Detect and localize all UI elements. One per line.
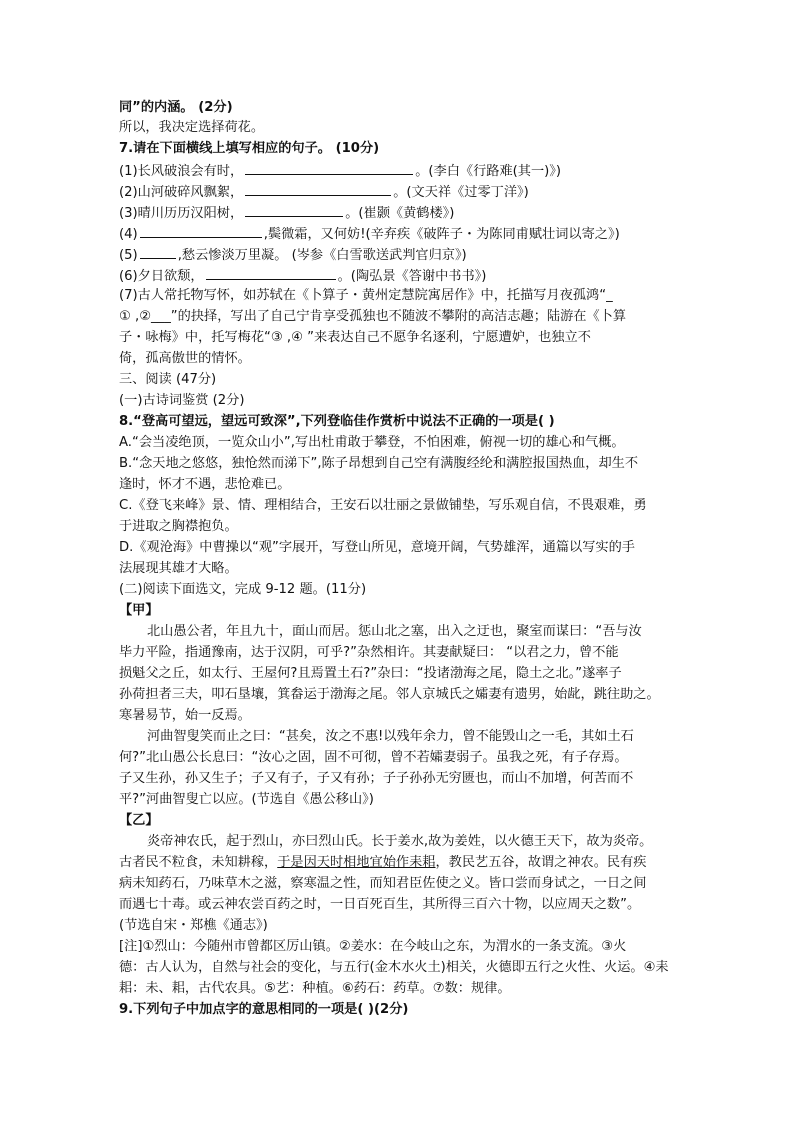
passage-yi-text: ，教民艺五谷，故谓之神农。民有疾: [435, 855, 647, 870]
passage-yi-source: (节选自宋・郑樵《通志》): [119, 918, 268, 933]
passage-jia-line: 何?”北山愚公长息曰：“汝心之固，固不可彻，曾不若孀妻弱子。虽我之死，有子存焉。: [119, 750, 628, 765]
passage-jia-line: 孙荷担者三夫，叩石垦壤，箕畚运于渤海之尾。邻人京城氏之孀妻有遗男，始龀，跳往助之。: [119, 687, 660, 702]
option-c-line2: 于进取之胸襟抱负。: [119, 519, 238, 534]
fill-item-3: [119, 202, 454, 224]
option-d-line1: D.《观沧海》中曹操以“观”字展开，写登山所见，意境开阔，气势雄浑，通篇以写实的手: [119, 540, 635, 555]
fill-blank-3[interactable]: [245, 202, 343, 217]
passage-jia-line: 北山愚公者，年且九十，面山而居。惩山北之塞，出入之迂也，聚室而谋曰：“吾与汝: [147, 624, 642, 639]
passage-jia-label: 【甲】: [119, 603, 159, 618]
fill-item-7-line1: (7)古人常托物写怀，如苏轼在《卜算子・黄州定慧院寓居作》中，托描写月夜孤鸿“_: [119, 288, 613, 303]
passage-jia-line: 河曲智叟笑而止之曰：“甚矣，汝之不惠!以残年余力，曾不能毁山之一毛，其如土石: [147, 729, 634, 744]
fill-item-4: [119, 223, 620, 245]
fill-blank-1[interactable]: [245, 160, 413, 175]
option-d-line2: 法展现其雄才大略。: [119, 561, 238, 576]
answer-line: 所以，我决定选择荷花。: [119, 120, 265, 135]
fill-item-7-line3: 子・咏梅》中，托写梅花“③ ,④ ”来表达自己不愿争名逐利，宁愿遭妒，也独立不: [119, 330, 591, 345]
fill-item-1-suffix: 。(李白《行路难(其一)》): [415, 164, 562, 179]
subsection-2-title: (二)阅读下面选文，完成 9-12 题。(11分): [119, 582, 367, 597]
passage-yi-label: 【乙】: [119, 813, 159, 828]
passage-jia-line: 平?”河曲智叟亡以应。(节选自《愚公移山》): [119, 792, 374, 807]
passage-jia-line: 损魁父之丘，如太行、王屋何?且焉置土石?”杂曰：“投诸渤海之尾，隐土之北。”遂率子: [119, 666, 622, 681]
passage-yi-text: 古者民不粒食，未知耕稼，: [119, 855, 278, 870]
fill-blank-2[interactable]: [245, 181, 391, 196]
fill-item-7-line4: 倚，孤高傲世的情怀。: [119, 351, 251, 366]
fill-blank-4[interactable]: [140, 223, 262, 238]
fill-blank-6[interactable]: [206, 265, 336, 280]
fill-item-1: [119, 160, 561, 182]
section-3-title: 三、阅读 (47分): [119, 372, 217, 387]
passage-jia-line: 子又生孙，孙又生子；子又有子，子又有孙；子子孙孙无穷匮也，而山不加增，何苦而不: [119, 771, 634, 786]
fill-item-6-suffix: 。(陶弘景《答谢中书书》): [337, 269, 487, 284]
fill-item-4-suffix: ,鬓微霜，又何妨!(辛弃疾《破阵子・为陈同甫赋壮词以寄之》): [263, 227, 620, 242]
passage-jia-line: 寒暑易节，始一反焉。: [119, 708, 251, 723]
passage-yi-line: 炎帝神农氏，起于烈山，亦曰烈山氏。长于姜水,故为姜姓，以火德王天下，故为炎帝。: [147, 834, 653, 849]
passage-yi-line: 病未知药石，乃味草木之滋，察寒温之性，而知君臣佐使之义。皆口尝而身试之，一日之间: [119, 876, 647, 891]
option-c-line1: C.《登飞来峰》景、情、理相结合，王安石以壮丽之景做铺垫，写乐观自信，不畏艰难，勇: [119, 498, 647, 513]
question-9-stem: 9.下列句子中加点字的意思相同的一项是( )(2分): [119, 1002, 409, 1017]
fill-item-5-prefix: (5): [119, 248, 138, 263]
option-a: A.“会当凌绝顶，一览众山小”,写出杜甫敢于攀登，不怕困难，俯视一切的雄心和气概。: [119, 435, 625, 450]
fill-item-2-suffix: 。(文天祥《过零丁洋》): [393, 185, 529, 200]
option-b-line2: 逢时，怀才不遇，悲怆难已。: [119, 477, 291, 492]
question-8-stem: 8.“登高可望远，望远可致深”,下列登临佳作赏析中说法不正确的一项是( ): [119, 414, 555, 429]
subsection-1-title: (一)古诗词鉴赏 (2分): [119, 393, 245, 408]
annotation-line: 耜：未、耜，古代农具。⑤艺：种植。⑥药石：药草。⑦数：规律。: [119, 981, 511, 996]
fill-item-3-suffix: 。(崔颢《黄鹤楼》): [345, 206, 455, 221]
passage-yi-line: 而遇七十毒。或云神农尝百药之时，一日百死百生，其所得三百六十物，以应周天之数”。: [119, 897, 641, 912]
option-b-line1: B.“念天地之悠悠，独怆然而涕下”,陈子昂想到自己空有满腹经纶和满腔报国热血，却生不: [119, 456, 639, 471]
fill-item-2: [119, 181, 529, 203]
fill-item-5-suffix: ,愁云惨淡万里凝。 (岑参《白雪歌送武判官归京》): [177, 248, 467, 263]
fill-item-5: [119, 244, 467, 266]
fill-item-3-prefix: (3)晴川历历汉阳树，: [119, 206, 244, 221]
fill-item-6-prefix: (6)夕日欲颓，: [119, 269, 204, 284]
fill-blank-5[interactable]: [140, 244, 176, 259]
fill-item-2-prefix: (2)山河破碎风飘絮，: [119, 185, 244, 200]
annotation-line: 德：古人认为，自然与社会的变化，与五行(金木水火土)相关，火德即五行之火性、火运。④耒: [119, 960, 669, 975]
question-7-title: 7.请在下面横线上填写相应的句子。 (10分): [119, 141, 380, 156]
fill-item-7-line2: ① ,②___”的抉择，写出了自己宁肯享受孤独也不随波不攀附的高洁志趣；陆游在《卜算: [119, 309, 627, 324]
fill-item-1-prefix: (1)长风破浪会有时，: [119, 164, 244, 179]
underlined-sentence: 于是因天时相地宜始作耒耜: [277, 855, 436, 870]
passage-yi-line: [119, 853, 647, 873]
annotation-line: [注]①烈山：今随州市曾都区厉山镇。②姜水：在今岐山之东，为渭水的一条支流。③火: [119, 939, 627, 954]
passage-jia-line: 毕力平险，指通豫南，达于汉阴，可乎?”杂然相许。其妻献疑曰： “以君之力，曾不能: [119, 645, 619, 660]
prev-question-tail: 同”的内涵。 (2分): [119, 100, 233, 115]
fill-item-6: [119, 265, 486, 287]
fill-item-4-prefix: (4): [119, 227, 138, 242]
